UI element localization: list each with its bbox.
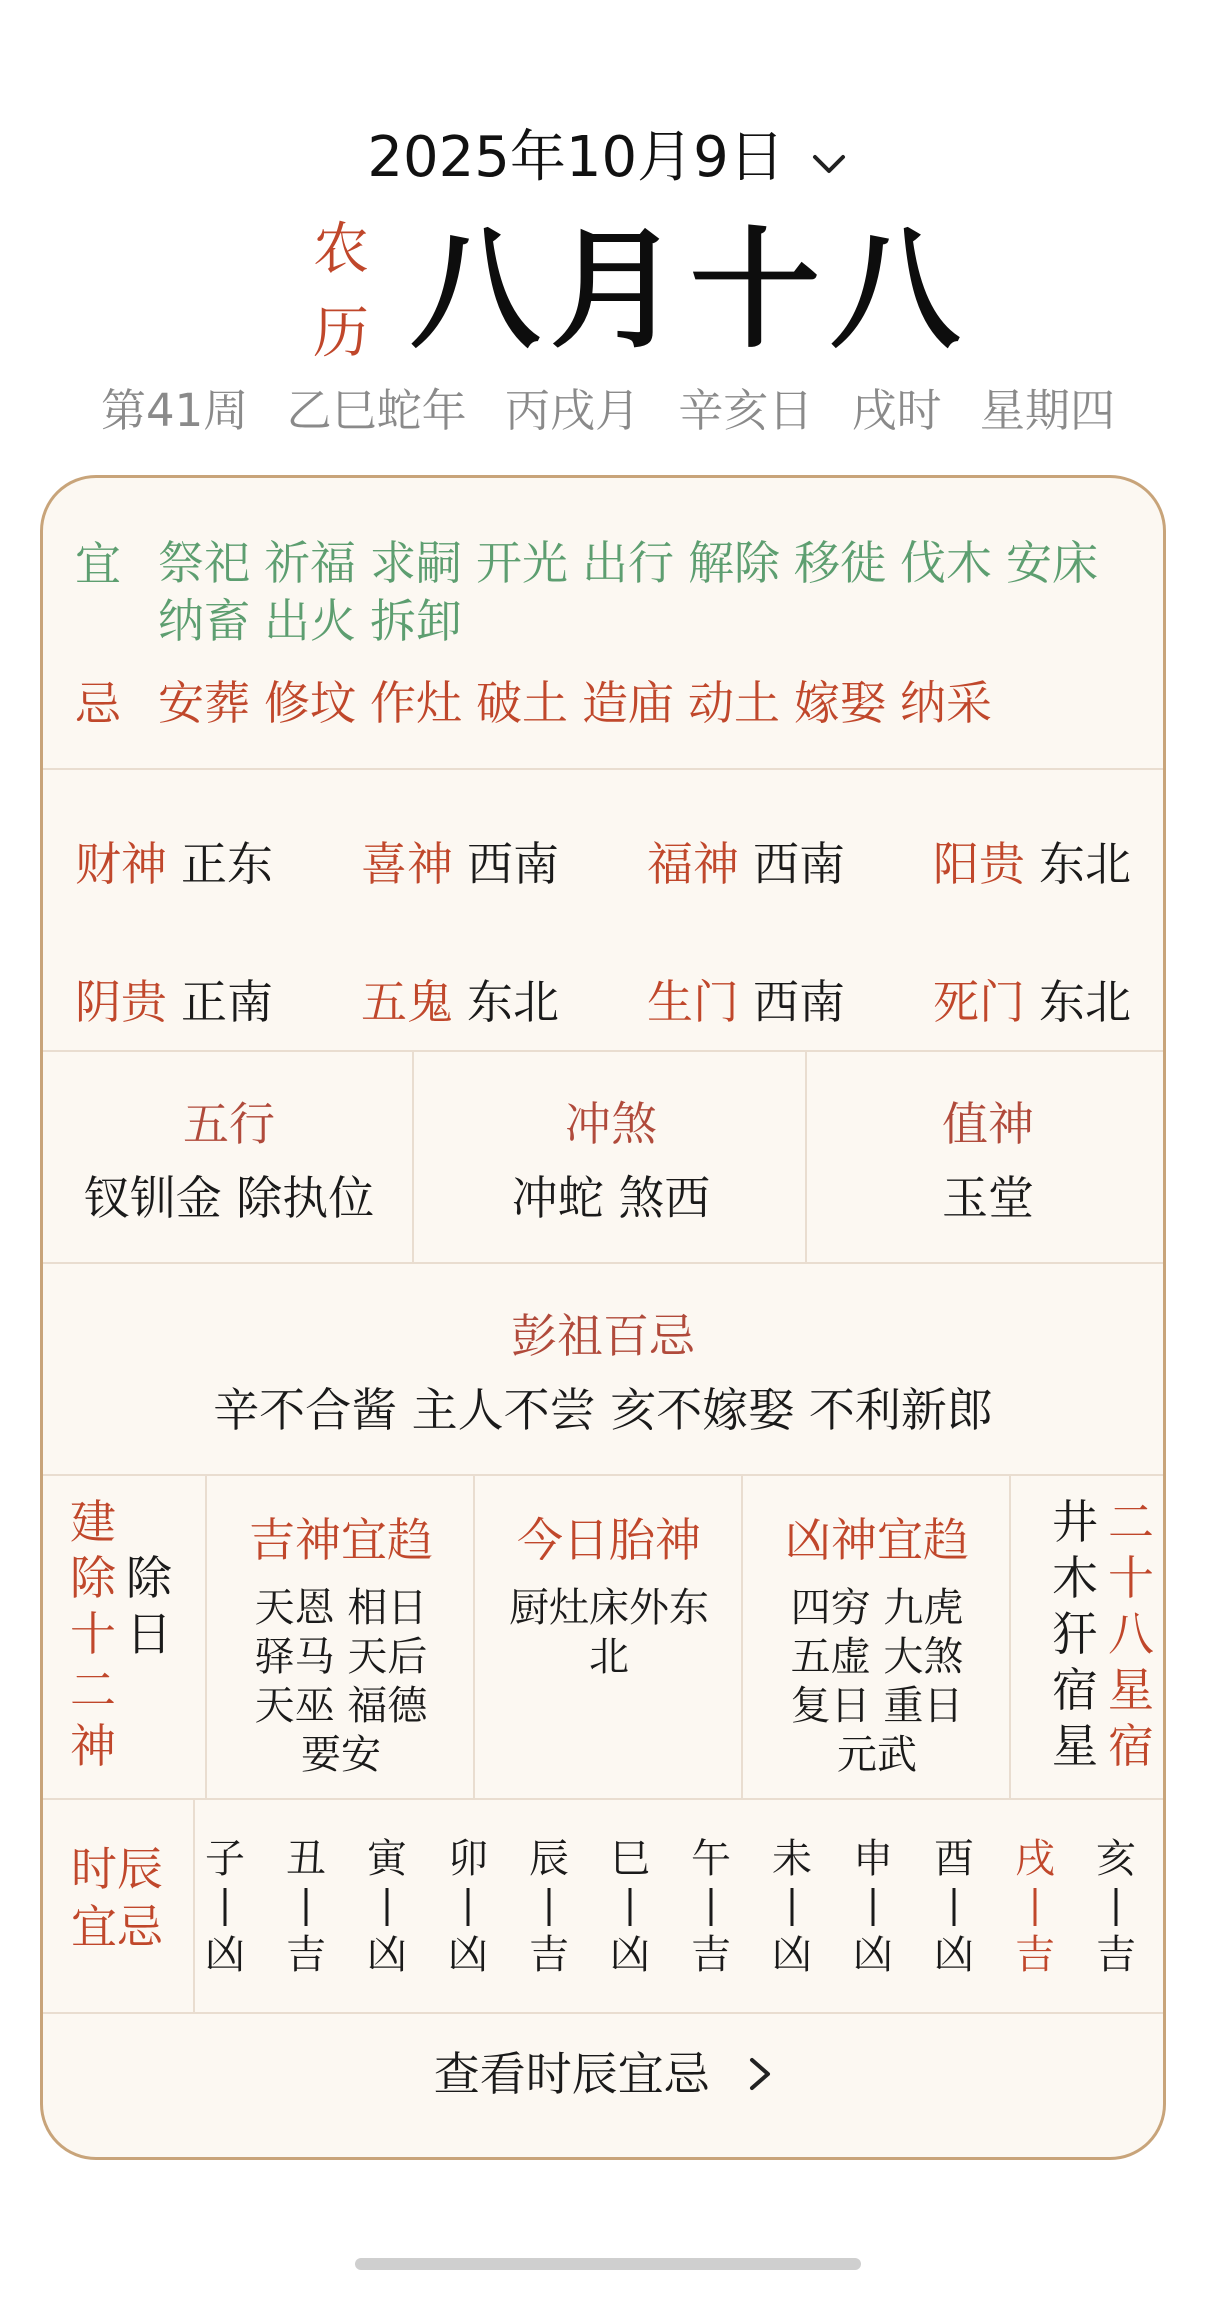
hour-item bbox=[600, 1834, 660, 1980]
hour-item bbox=[519, 1834, 579, 1980]
yi-item: 出行 bbox=[582, 536, 674, 590]
wuxing-section bbox=[43, 1052, 1163, 1262]
chevron-right-icon bbox=[748, 2051, 772, 2105]
hour-item bbox=[195, 1834, 255, 1980]
god-direction bbox=[75, 828, 273, 894]
jianchu-title-char: 十 bbox=[70, 1607, 116, 1661]
almanac-card bbox=[40, 475, 1166, 2160]
hour-item bbox=[924, 1834, 984, 1980]
hour-list bbox=[195, 1834, 1166, 1994]
yi-item: 安床 bbox=[1006, 536, 1098, 590]
god-direction bbox=[647, 828, 845, 894]
hour-zhi: 巳 bbox=[610, 1836, 650, 1882]
jianchu-title bbox=[65, 1494, 121, 1774]
god-name: 五鬼 bbox=[361, 975, 453, 1029]
xingxiu-value-char: 木 bbox=[1052, 1551, 1098, 1605]
jianchu-title-char: 除 bbox=[70, 1551, 116, 1605]
jishen-line: 天恩 相日 bbox=[254, 1585, 428, 1631]
ji-item: 安葬 bbox=[158, 676, 250, 730]
taishen-title: 今日胎神 bbox=[517, 1513, 701, 1567]
god-dir: 东北 bbox=[1039, 975, 1131, 1029]
yi-label: 宜 bbox=[75, 537, 121, 591]
xingxiu-title bbox=[1103, 1494, 1159, 1774]
hour-zhi: 申 bbox=[853, 1836, 893, 1882]
hour-divider bbox=[519, 1884, 579, 1930]
ji-item: 纳采 bbox=[900, 676, 992, 730]
hour-item bbox=[1005, 1834, 1065, 1980]
god-direction bbox=[933, 828, 1131, 894]
lunar-tag-char: 历 bbox=[313, 301, 369, 366]
chongsha-title: 冲煞 bbox=[565, 1097, 657, 1151]
god-name: 财神 bbox=[75, 837, 167, 891]
xingxiu-value-char: 星 bbox=[1052, 1719, 1098, 1773]
hour-divider bbox=[681, 1884, 741, 1930]
xingxiu-value-char: 井 bbox=[1052, 1495, 1098, 1549]
xingxiu-value bbox=[1047, 1494, 1103, 1774]
god-dir: 西南 bbox=[467, 837, 559, 891]
god-dir: 正南 bbox=[181, 975, 273, 1029]
date-selector[interactable] bbox=[0, 122, 1216, 197]
pengzu-value: 辛不合酱 主人不尝 亥不嫁娶 不利新郎 bbox=[213, 1383, 993, 1437]
xingxiu-title-char: 八 bbox=[1108, 1607, 1154, 1661]
god-name: 生门 bbox=[647, 975, 739, 1029]
god-dir: 东北 bbox=[467, 975, 559, 1029]
hour-divider bbox=[600, 1884, 660, 1930]
hour-item bbox=[1086, 1834, 1146, 1980]
xingxiu-title-char: 星 bbox=[1108, 1663, 1154, 1717]
gods-section bbox=[43, 770, 1163, 1050]
shichen-title bbox=[57, 1840, 177, 1956]
ji-item: 破土 bbox=[476, 676, 568, 730]
yi-item: 解除 bbox=[688, 536, 780, 590]
hour-item bbox=[843, 1834, 903, 1980]
date-info-row bbox=[0, 374, 1216, 439]
weekday: 星期四 bbox=[979, 384, 1115, 437]
shichen-section bbox=[43, 1800, 1163, 2012]
hour-luck: 凶 bbox=[772, 1932, 812, 1978]
jishen-title: 吉神宜趋 bbox=[249, 1513, 433, 1567]
ji-list bbox=[158, 674, 1138, 732]
hour-luck: 吉 bbox=[1096, 1932, 1136, 1978]
chevron-down-icon bbox=[809, 125, 849, 197]
god-name: 喜神 bbox=[361, 837, 453, 891]
god-dir: 西南 bbox=[753, 837, 845, 891]
zhishen-value: 玉堂 bbox=[942, 1171, 1034, 1225]
hour-luck: 凶 bbox=[205, 1932, 245, 1978]
god-dir: 东北 bbox=[1039, 837, 1131, 891]
xiongshen-list bbox=[743, 1584, 1011, 1780]
god-direction bbox=[933, 966, 1131, 1032]
god-name: 福神 bbox=[647, 837, 739, 891]
wuxing-value: 钗钏金 除执位 bbox=[83, 1171, 375, 1225]
yi-item: 祈福 bbox=[264, 536, 356, 590]
shichen-title-line: 时辰 bbox=[71, 1842, 163, 1896]
hour-zhi: 卯 bbox=[448, 1836, 488, 1882]
yi-ji-section bbox=[43, 478, 1163, 768]
jianchu-title-char: 二 bbox=[70, 1663, 116, 1717]
ji-label: 忌 bbox=[75, 677, 121, 731]
hour-zhi: 酉 bbox=[934, 1836, 974, 1882]
hour-divider bbox=[1086, 1884, 1146, 1930]
yi-item: 求嗣 bbox=[370, 536, 462, 590]
hour-item bbox=[438, 1834, 498, 1980]
hour-item bbox=[357, 1834, 417, 1980]
hour-divider bbox=[276, 1884, 336, 1930]
hour-divider bbox=[357, 1884, 417, 1930]
yi-item: 伐木 bbox=[900, 536, 992, 590]
wuxing-title: 五行 bbox=[183, 1097, 275, 1151]
god-direction bbox=[647, 966, 845, 1032]
xingxiu-title-char: 二 bbox=[1108, 1495, 1154, 1549]
ji-item: 造庙 bbox=[582, 676, 674, 730]
jianchu-value-char: 日 bbox=[126, 1607, 172, 1661]
hour-zhi: 戌 bbox=[1015, 1836, 1055, 1882]
yi-item: 移徙 bbox=[794, 536, 886, 590]
yi-item: 祭祀 bbox=[158, 536, 250, 590]
jishen-list bbox=[207, 1584, 475, 1780]
hour-zhi: 子 bbox=[205, 1836, 245, 1882]
hour-zhi: 寅 bbox=[367, 1836, 407, 1882]
jianchu-title-char: 建 bbox=[70, 1495, 116, 1549]
pengzu-title: 彭祖百忌 bbox=[511, 1309, 695, 1363]
hour-luck: 凶 bbox=[367, 1932, 407, 1978]
hour-divider bbox=[843, 1884, 903, 1930]
xiongshen-line: 复日 重日 bbox=[790, 1683, 964, 1729]
hour-item bbox=[762, 1834, 822, 1980]
god-name: 死门 bbox=[933, 975, 1025, 1029]
hour-luck: 凶 bbox=[610, 1932, 650, 1978]
xingxiu-value-char: 宿 bbox=[1052, 1663, 1098, 1717]
xiongshen-title: 凶神宜趋 bbox=[785, 1513, 969, 1567]
hour-luck: 凶 bbox=[448, 1932, 488, 1978]
ji-item: 修坟 bbox=[264, 676, 356, 730]
hour-luck: 吉 bbox=[1015, 1932, 1055, 1978]
hour-divider bbox=[438, 1884, 498, 1930]
jishen-line: 天巫 福德 bbox=[254, 1683, 428, 1729]
year-ganzhi: 乙巳蛇年 bbox=[286, 384, 467, 437]
yi-list bbox=[158, 534, 1138, 650]
hour-zhi: 辰 bbox=[529, 1836, 569, 1882]
god-direction bbox=[75, 966, 273, 1032]
xingxiu-title-char: 十 bbox=[1108, 1551, 1154, 1605]
god-direction bbox=[361, 966, 559, 1032]
month-ganzhi: 丙戌月 bbox=[504, 384, 640, 437]
god-direction bbox=[361, 828, 559, 894]
hour-ganzhi: 戌时 bbox=[851, 384, 942, 437]
shen-section bbox=[43, 1476, 1163, 1798]
shichen-title-line: 宜忌 bbox=[71, 1900, 163, 1954]
ji-item: 动土 bbox=[688, 676, 780, 730]
hour-luck: 吉 bbox=[529, 1932, 569, 1978]
jianchu-value bbox=[121, 1550, 177, 1662]
hour-divider bbox=[762, 1884, 822, 1930]
taishen-list bbox=[475, 1584, 743, 1682]
hour-zhi: 丑 bbox=[286, 1836, 326, 1882]
hour-item bbox=[276, 1834, 336, 1980]
chongsha-value: 冲蛇 煞西 bbox=[511, 1171, 711, 1225]
ji-item: 嫁娶 bbox=[794, 676, 886, 730]
day-ganzhi: 辛亥日 bbox=[678, 384, 814, 437]
xiongshen-line: 元武 bbox=[837, 1732, 917, 1778]
ji-item: 作灶 bbox=[370, 676, 462, 730]
jishen-line: 驿马 天后 bbox=[254, 1634, 428, 1680]
xiongshen-line: 四穷 九虎 bbox=[790, 1585, 964, 1631]
home-indicator[interactable] bbox=[355, 2258, 861, 2270]
hour-zhi: 午 bbox=[691, 1836, 731, 1882]
god-dir: 正东 bbox=[181, 837, 273, 891]
hour-zhi: 亥 bbox=[1096, 1836, 1136, 1882]
date-label: 2025年10月9日 bbox=[367, 125, 785, 190]
taishen-line: 北 bbox=[589, 1634, 629, 1680]
xiongshen-line: 五虚 大煞 bbox=[790, 1634, 964, 1680]
jianchu-value-char: 除 bbox=[126, 1551, 172, 1605]
lunar-tag bbox=[310, 208, 372, 376]
jianchu-title-char: 神 bbox=[70, 1719, 116, 1773]
pengzu-section bbox=[43, 1264, 1163, 1474]
zhishen-title: 值神 bbox=[942, 1097, 1034, 1151]
god-name: 阳贵 bbox=[933, 837, 1025, 891]
jishen-line: 要安 bbox=[301, 1732, 381, 1778]
taishen-line: 厨灶床外东 bbox=[509, 1585, 709, 1631]
lunar-date: 八月十八 bbox=[410, 214, 971, 366]
hour-luck: 吉 bbox=[286, 1932, 326, 1978]
god-dir: 西南 bbox=[753, 975, 845, 1029]
god-name: 阴贵 bbox=[75, 975, 167, 1029]
xingxiu-value-char: 犴 bbox=[1052, 1607, 1098, 1661]
yi-item: 拆卸 bbox=[370, 594, 462, 648]
hour-divider bbox=[924, 1884, 984, 1930]
lunar-tag-char: 农 bbox=[313, 217, 369, 282]
view-hours-button[interactable] bbox=[43, 2038, 1163, 2105]
yi-item: 开光 bbox=[476, 536, 568, 590]
hour-divider bbox=[1005, 1884, 1065, 1930]
hour-divider bbox=[195, 1884, 255, 1930]
hour-item bbox=[681, 1834, 741, 1980]
hour-zhi: 未 bbox=[772, 1836, 812, 1882]
hour-luck: 吉 bbox=[691, 1932, 731, 1978]
yi-item: 出火 bbox=[264, 594, 356, 648]
view-hours-label: 查看时辰宜忌 bbox=[433, 2047, 710, 2101]
week-number: 第41周 bbox=[101, 384, 249, 437]
hour-luck: 凶 bbox=[934, 1932, 974, 1978]
hour-luck: 凶 bbox=[853, 1932, 893, 1978]
yi-item: 纳畜 bbox=[158, 594, 250, 648]
xingxiu-title-char: 宿 bbox=[1108, 1719, 1154, 1773]
